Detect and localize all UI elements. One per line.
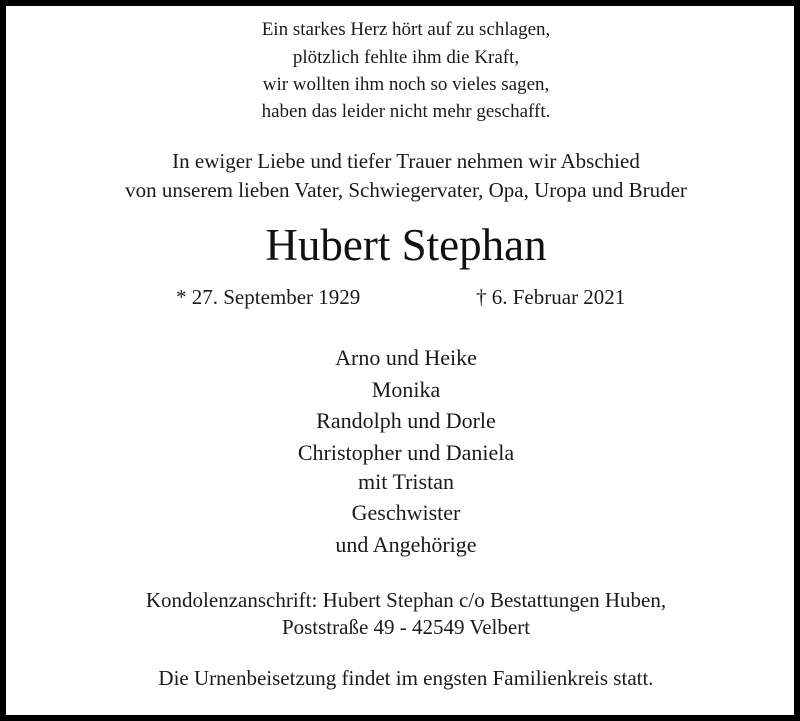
burial-note: Die Urnenbeisetzung findet im engsten Familienkreis statt.	[158, 666, 654, 690]
poem-line: Ein starkes Herz hört auf zu schlagen,	[261, 19, 551, 40]
mourner-line: Arno und Heike	[335, 345, 477, 370]
mourner-line: Randolph und Dorle	[316, 408, 496, 433]
condolence-address-line: Kondolenzanschrift: Hubert Stephan c/o Bestattungen Huben,	[145, 588, 667, 612]
intro-line: In ewiger Liebe und tiefer Trauer nehmen wir Abschied	[172, 149, 640, 173]
death-date: † 6. Februar 2021	[476, 285, 626, 309]
poem-line: wir wollten ihm noch so vieles sagen,	[262, 74, 550, 95]
condolence-address-line: Poststraße 49 - 42549 Velbert	[281, 615, 531, 639]
mourner-line: Geschwister	[351, 500, 461, 525]
intro-line: von unserem lieben Vater, Schwiegervater, Opa, Uropa und Bruder	[125, 178, 687, 202]
mourner-line: und Angehörige	[335, 532, 477, 557]
mourner-line: Monika	[371, 377, 441, 402]
deceased-name: Hubert Stephan	[265, 220, 547, 270]
mourner-line: mit Tristan	[358, 469, 454, 494]
birth-date: * 27. September 1929	[176, 285, 361, 309]
poem-line: haben das leider nicht mehr geschafft.	[261, 101, 551, 122]
poem-line: plötzlich fehlte ihm die Kraft,	[292, 47, 520, 68]
mourner-line: Christopher und Daniela	[297, 440, 515, 465]
